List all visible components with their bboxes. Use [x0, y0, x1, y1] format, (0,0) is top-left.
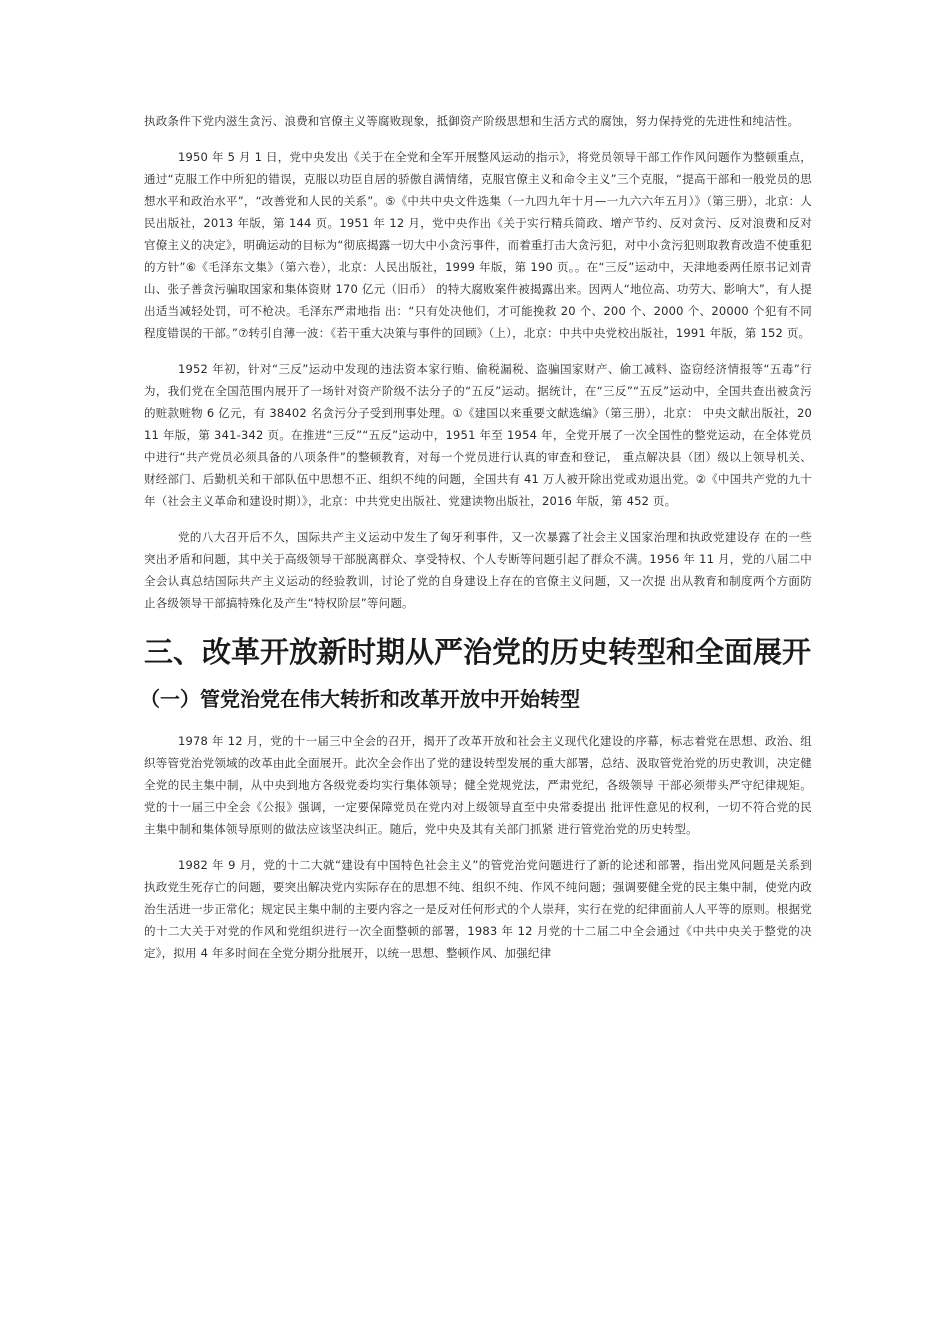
paragraph-1978-plenum: 1978 年 12 月，党的十一届三中全会的召开，揭开了改革开放和社会主义现代化建设的序幕，标志着党在思想、政治、组织等管党治党领域的改革由此全面展开。此次全会作出了党的建设转型发展的重大部署，总结、汲取管党治党的历史教训，决定健全党的民主集中制，从中央到地方各级党委均实行集体领导；健全党规党法，严肃党纪，各级领导 干部必须带头严守纪律规矩。党的十一届三中全会《公报》强调，一定要保障党员在党内对上级领导直至中央常委提出 批评性意见的权利，一切不符合党的民主集中制和集体领导原则的做法应该坚决纠正。随后，党中央及其有关部门抓紧 进行管党治党的历史转型。: [144, 734, 812, 836]
paragraph-eighth-congress: 党的八大召开后不久，国际共产主义运动中发生了匈牙利事件，又一次暴露了社会主义国家治理和执政党建设存 在的一些突出矛盾和问题，其中关于高级领导干部脱离群众、享受特权、个人专断等问题引起了群众不满。1956 年 11 月，党的八届二中全会认真总结国际共产主义运动的经验教训，讨论了党的自身建设上存在的官僚主义问题，又一次提 出从教育和制度两个方面防止各级领导干部搞特殊化及产生“特权阶层”等问题。: [144, 530, 812, 610]
paragraph-1982-twelfth-congress: 1982 年 9 月，党的十二大就“建设有中国特色社会主义”的管党治党问题进行了新的论述和部署，指出党风问题是关系到执政党生死存亡的问题，要突出解决党内实际存在的思想不纯、组织不纯、作风不纯问题；强调要健全党的民主集中制，使党内政治生活进一步正常化；规定民主集中制的主要内容之一是反对任何形式的个人崇拜，实行在党的纪律面前人人平等的原则。根据党的十二大关于对党的作风和党组织进行一次全面整顿的部署，1983 年 12 月党的十二届二中全会通过《中共中央关于整党的决定》，拟用 4 年多时间在全党分期分批展开，以统一思想、整顿作风、加强纪律: [144, 858, 812, 960]
paragraph-continuation: 执政条件下党内滋生贪污、浪费和官僚主义等腐败现象，抵御资产阶级思想和生活方式的腐蚀，努力保持党的先进性和纯洁性。: [144, 114, 800, 128]
paragraph-1952-five-anti: 1952 年初，针对“三反”运动中发现的违法资本家行贿、偷税漏税、盗骗国家财产、偷工减料、盗窃经济情报等“五毒”行为，我们党在全国范围内展开了一场针对资产阶级不法分子的“五反”运动。据统计，在“三反”“五反”运动中，全国共查出被贪污的赃款赃物 6 亿元，有 38402 名贪污分子受到刑事处理。①《建国以来重要文献选编》（第三册），北京： 中央文献出版社，2011 年版，第 341-342 页。在推进“三反”“五反”运动中，1951 年至 1954 年，全党开展了一次全国性的整党运动，在全体党员中进行“共产党员必须具备的八项条件”的整顿教育，对每一个党员进行认真的审查和登记， 重点解决县（团）级以上领导机关、财经部门、后勤机关和干部队伍中思想不正、组织不纯的问题，全国共有 41 万人被开除出党或劝退出党。②《中国共产党的九十年（社会主义革命和建设时期）》，北京：中共党史出版社、党建读物出版社，2016 年版，第 452 页。: [144, 362, 812, 508]
section-heading: 三、改革开放新时期从严治党的历史转型和全面展开: [144, 635, 812, 669]
subsection-heading: （一）管党治党在伟大转折和改革开放中开始转型: [140, 687, 580, 711]
paragraph-1950-rectification: 1950 年 5 月 1 日，党中央发出《关于在全党和全军开展整风运动的指示》，将党员领导干部工作作风问题作为整顿重点，通过“克服工作中所犯的错误，克服以功臣自居的骄傲自满情绪，克服官僚主义和命令主义”三个克服，“提高干部和一般党员的思想水平和政治水平”，“改善党和人民的关系”。⑤《中共中央文件选集（一九四九年十月—一九六六年五月）》（第三册），北京：人民出版社，2013 年版，第 144 页。1951 年 12 月，党中央作出《关于实行精兵简政、增产节约、反对贪污、反对浪费和反对官僚主义的决定》，明确运动的目标为“彻底揭露一切大中小贪污事件，而着重打击大贪污犯，对中小贪污犯则取教育改造不使重犯的方针”⑥《毛泽东文集》（第六卷），北京：人民出版社，1999 年版，第 190 页。。在“三反”运动中，天津地委两任原书记刘青山、张子善贪污骗取国家和集体资财 170 亿元（旧币） 的特大腐败案件被揭露出来。因两人“地位高、功劳大、影响大”，有人提出适当减轻处罚，可不枪决。毛泽东严肃地指 出：“只有处决他们，才可能挽救 20 个、200 个、2000 个、20000 个犯有不同程度错误的干部。”⑦转引自薄一波：《若干重大决策与事件的回顾》（上），北京：中共中央党校出版社，1991 年版，第 152 页。: [144, 150, 812, 340]
